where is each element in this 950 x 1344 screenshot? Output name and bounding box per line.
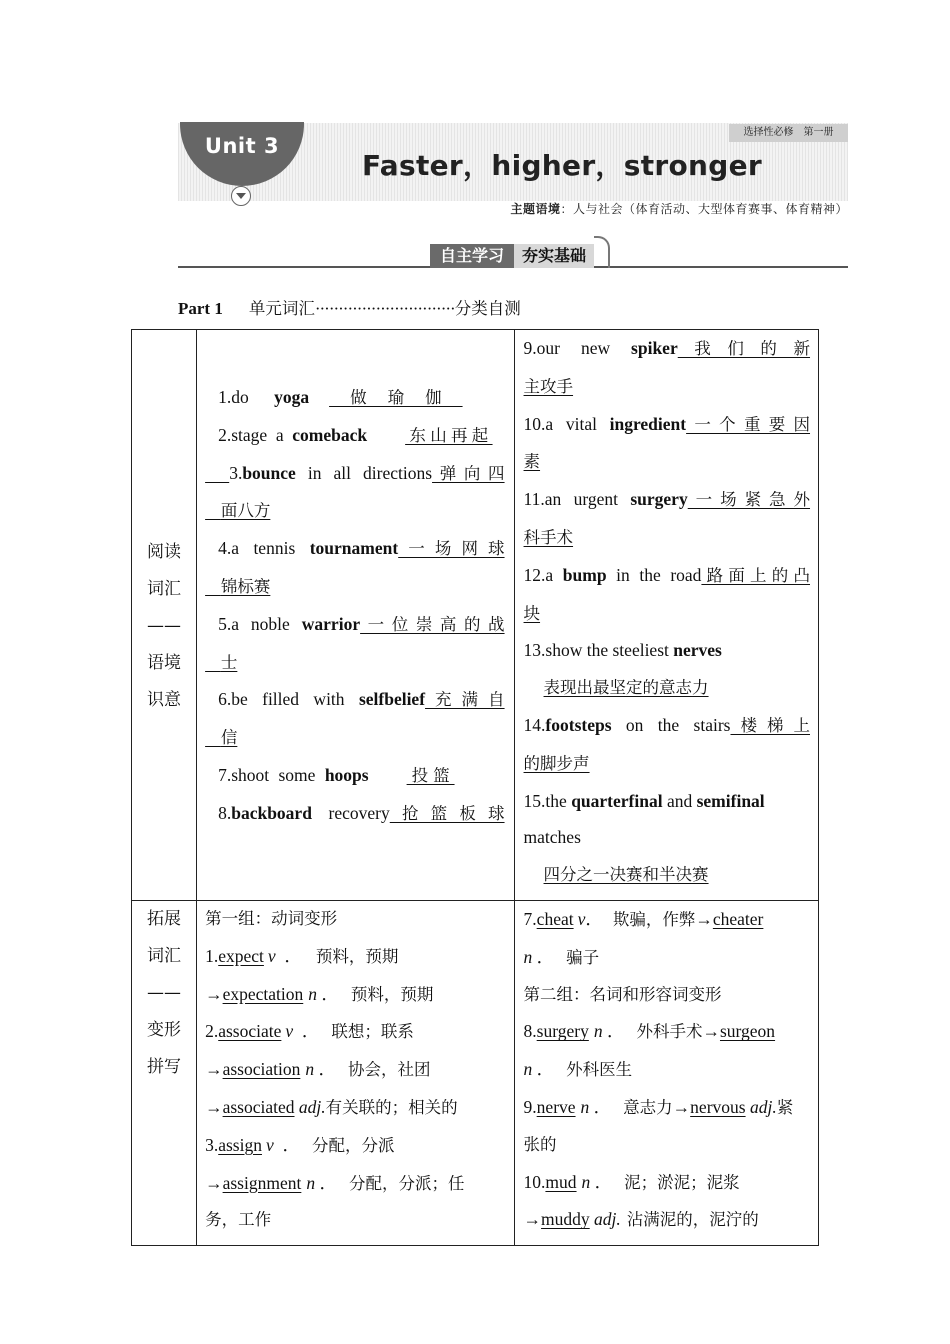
group-title: 第一组：动词变形 (205, 908, 338, 928)
vocab-item: 14.footsteps on the stairs楼梯上 (523, 714, 810, 735)
vocab-item: 10.mud n ． 泥；淤泥；泥浆 (523, 1171, 740, 1192)
category-text: 词汇 (147, 579, 182, 600)
part-subtitle: 分类自测 (454, 299, 521, 318)
theme-context (510, 200, 848, 217)
unit-label: Unit 3 (204, 134, 280, 158)
vocab-item: 1.expect v ． 预料，预期 (205, 945, 399, 966)
theme-text: ：人与社会（体育活动、大型体育赛事、体育精神） (560, 202, 848, 216)
theme-label: 主题语境 (510, 202, 561, 216)
vocab-item: →muddy adj. 沾满泥的，泥泞的 (523, 1209, 759, 1230)
vocab-item-continued: 信 (220, 728, 238, 748)
vocab-item-continued: 面八方 (220, 501, 271, 521)
unit-title: Faster，higher，stronger (362, 149, 763, 182)
vocab-item: 5.a noble warrior一位崇高的战 (218, 613, 505, 634)
vocab-item-continued: 士 (220, 652, 238, 672)
vocab-item: 2.associate v ． 联想；联系 (205, 1021, 414, 1042)
vocab-item: 9.our new spiker我们的新 (523, 338, 811, 358)
vocab-table (131, 329, 819, 1246)
vocab-item-continued: 的脚步声 (523, 753, 590, 773)
category-extend (132, 901, 196, 1086)
vocab-item-continued: 务，工作 (205, 1210, 272, 1230)
reading-left-cell (197, 330, 514, 901)
vocab-item: 13.show the steeliest nerves (523, 640, 722, 661)
part-heading (178, 295, 521, 319)
section-tab-self-study: 自主学习 (430, 244, 514, 268)
vocab-item-continued: 张的 (523, 1134, 557, 1154)
section-tab-foundation: 夯实基础 (514, 244, 594, 268)
vocab-item-continued: n ． 外科医生 (523, 1059, 633, 1080)
vocab-item-continued: 素 (523, 452, 541, 472)
vocab-item: →associated adj.有关联的；相关的 (205, 1096, 458, 1117)
category-cell-reading (132, 330, 197, 901)
reading-right-cell (514, 330, 818, 901)
vocab-item: 11.an urgent surgery一场紧急外 (523, 489, 811, 510)
part-leader-dots: ······························ (314, 299, 455, 318)
vocab-item: 3.assign v ． 分配，分派 (205, 1134, 395, 1155)
category-text: 拓展 (147, 908, 182, 929)
category-text: 拼写 (147, 1056, 182, 1077)
category-text: 语境 (147, 653, 182, 674)
vocab-item: 9.nerve n ． 意志力→nervous adj.紧 (523, 1096, 794, 1117)
vocab-item: 12.a bump in the road路面上的凸 (523, 564, 810, 585)
group-title: 第二组：名词和形容词变形 (523, 984, 722, 1004)
vocab-item-continued: n ． 骗子 (523, 946, 600, 967)
vocab-item: →expectation n ． 预料，预期 (205, 983, 434, 1004)
vocab-item-continued: 块 (523, 603, 541, 623)
category-text: —— (147, 616, 182, 637)
category-cell-extend (132, 900, 197, 1245)
extend-left-cell (197, 900, 514, 1245)
section-tab-curl (594, 236, 610, 268)
category-reading (132, 510, 196, 719)
category-text: 识意 (147, 690, 182, 711)
category-text: 阅读 (147, 542, 182, 563)
vocab-item: 2.stage a comeback 东山再起 (218, 424, 493, 445)
vocab-item: 7.cheat v． 欺骗，作弊→cheater (523, 908, 764, 929)
vocab-item: 15.the quarterfinal and semifinal (523, 790, 765, 811)
table-row (132, 330, 819, 901)
vocab-item: →association n ． 协会，社团 (205, 1059, 431, 1080)
vocab-item: ​ 3.bounce in all directions弹向四 (205, 462, 505, 483)
book-tag: 选择性必修 第一册 (729, 124, 848, 142)
vocab-item-continued: 四分之一决赛和半决赛 (543, 865, 709, 885)
vocab-item: 6.be filled with selfbelief充满自 (218, 689, 505, 710)
table-row (132, 900, 819, 1245)
vocab-item-continued: 锦标赛 (220, 576, 271, 596)
category-text: 词汇 (147, 945, 182, 966)
vocab-item: 4.a tennis tournament一场网球 (218, 538, 505, 559)
chevron-down-icon (231, 186, 251, 206)
vocab-item: 8.surgery n ． 外科手术→surgeon (523, 1021, 776, 1042)
vocab-item-continued: 科手术 (523, 527, 574, 547)
vocab-item: 8.backboard recovery抢篮板球 (218, 802, 505, 823)
extend-right-cell (514, 900, 818, 1245)
part-title: 单元词汇 (248, 299, 315, 318)
vocab-item-continued: 主攻手 (523, 376, 574, 396)
vocab-item: 10.a vital ingredient一个重要因 (523, 413, 811, 434)
vocab-item: 1.do yoga 做瑜伽 (218, 387, 463, 407)
vocab-item-continued: matches (523, 827, 581, 848)
part-label: Part 1 (178, 299, 223, 318)
category-text: 变形 (147, 1019, 182, 1040)
category-text: —— (147, 982, 182, 1003)
vocab-item-continued: 表现出最坚定的意志力 (543, 678, 709, 698)
vocab-item: 7.shoot some hoops 投篮 (218, 764, 455, 785)
vocab-item: →assignment n ． 分配，分派；任 (205, 1172, 465, 1193)
